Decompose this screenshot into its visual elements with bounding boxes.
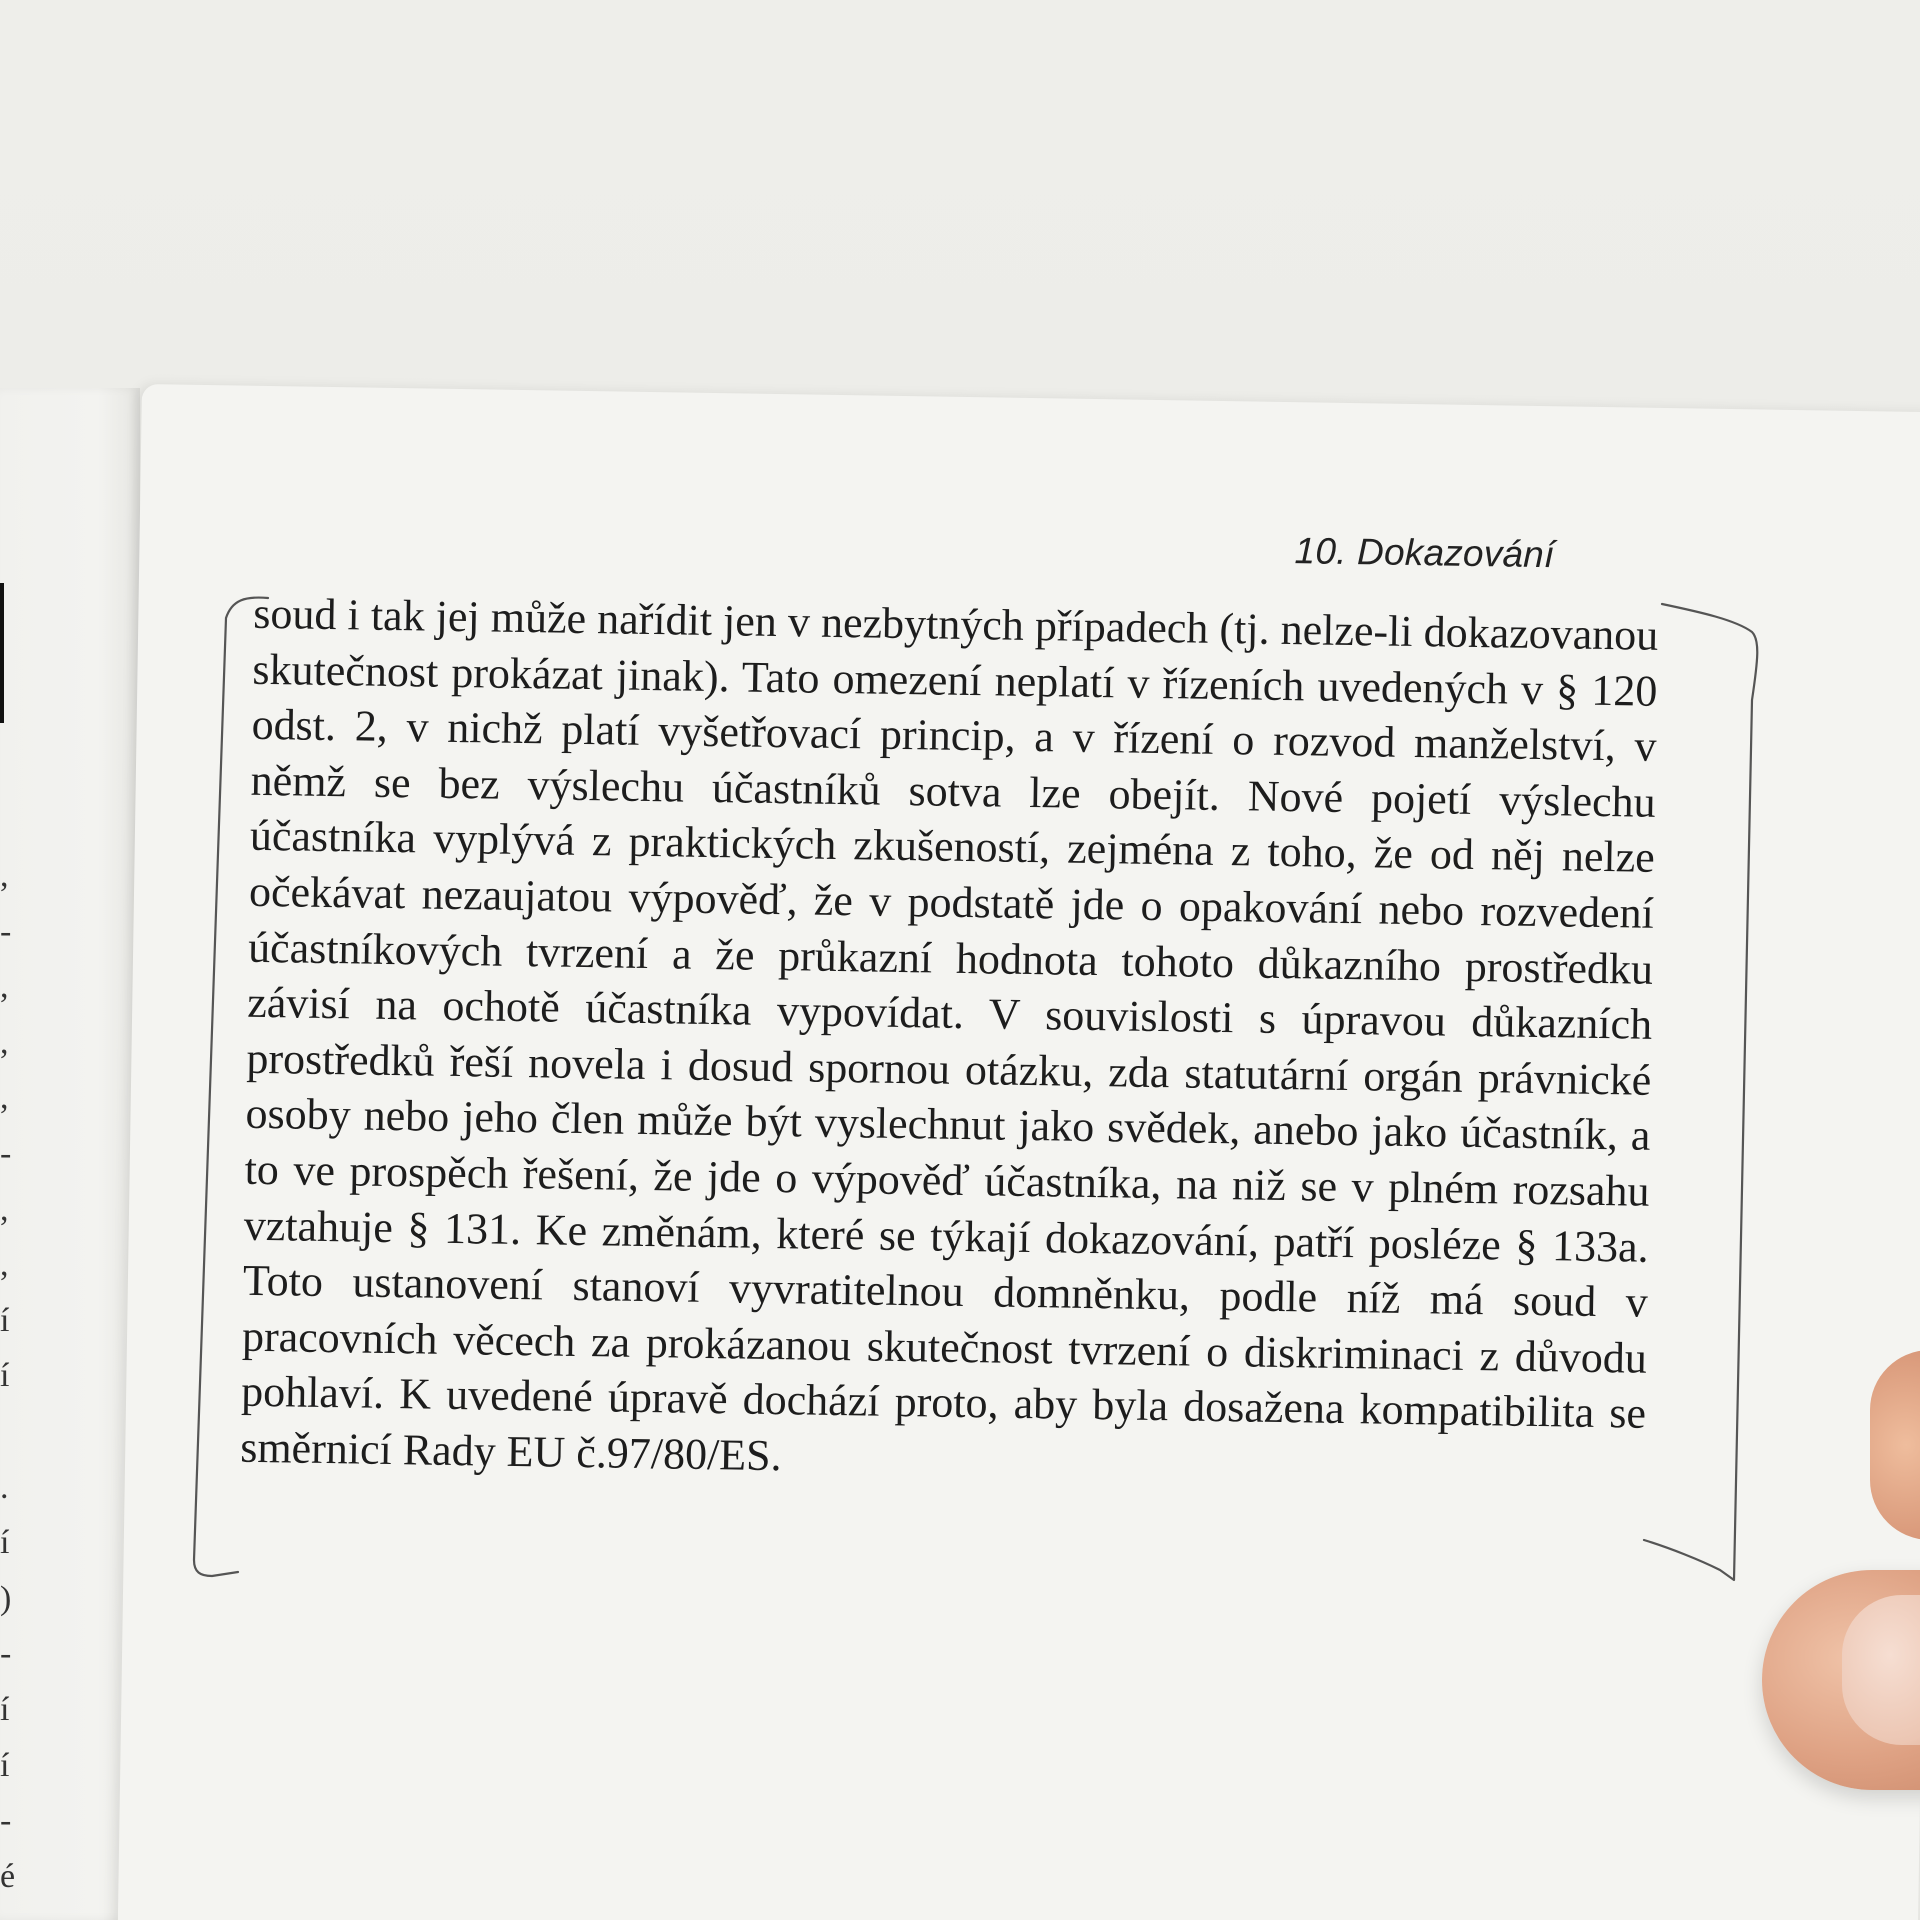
left-page-edge-char: ) (0, 1579, 12, 1617)
left-page-edge-char (0, 1404, 14, 1460)
left-page-edge-char: í (0, 1524, 10, 1562)
left-page-edge-char: , (0, 1246, 9, 1284)
left-page-edge-char: , (0, 1190, 9, 1228)
left-page-edge-char: é (0, 1857, 16, 1895)
left-page-edge-char: - (0, 1134, 12, 1172)
running-head: 10. Dokazování (1294, 530, 1555, 576)
left-page-edge-char: , (0, 968, 9, 1006)
left-page-text-edge (0, 848, 14, 1904)
left-page-edge-char: - (0, 1802, 12, 1840)
left-page-edge-char: . (0, 1468, 9, 1506)
left-page-edge-char: - (0, 1635, 12, 1673)
left-page-edge-char: í (0, 1301, 10, 1339)
left-page-edge-char: í (0, 1690, 10, 1728)
left-page-edge-char: í (0, 1746, 10, 1784)
left-page-edge-char: , (0, 1023, 9, 1061)
left-page-edge-char: , (0, 857, 9, 894)
page-edge-marker (0, 583, 4, 723)
left-page-edge-char: , (0, 1079, 9, 1117)
body-paragraph: soud i tak jej může nařídit jen v nezbytných případech (tj. nelze-li dokazovanou skutečnost prokázat jinak). Tato omezení neplatí v řízeních uvedených v § 120 odst. 2, v nichž platí vyšetřovací princip, a v řízení o rozvod manželství, v němž se bez výslechu účastníků sotva lze obejít. Nové pojetí výslechu účastníka vyplývá z praktických zkušeností, zejména z toho, že od něj nelze očekávat nezaujatou výpověď, že v podstatě jde o opakování nebo rozvedení účastníkových tvrzení a že průkazní hodnota tohoto důkazního prostředku závisí na ochotě účastníka vypovídat. V souvislosti s úpravou důkazních prostředků řeší novela i dosud spornou otázku, zda statutární orgán právnické osoby nebo jeho člen může být vyslechnut jako svědek, anebo jako účastník, a to ve prospěch řešení, že jde o výpověď účastníka, na niž se v plném rozsahu vztahuje § 131. Ke změnám, které se týkají dokazování, patří posléze § 133a. Toto ustanovení stanoví vyvratitelnou domněnku, podle níž má soud v pracovních věcech za prokázanou skutečnost tvrzení o diskriminaci z důvodu pohlaví. K uvedené úpravě dochází proto, aby byla dosažena kompatibilita se směrnicí Rady EU č.97/80/ES. (239, 588, 1659, 1481)
right-page (117, 384, 1920, 1920)
left-page (0, 388, 140, 1920)
left-page-edge-char: - (0, 912, 12, 950)
left-page-edge-char: í (0, 1357, 10, 1395)
